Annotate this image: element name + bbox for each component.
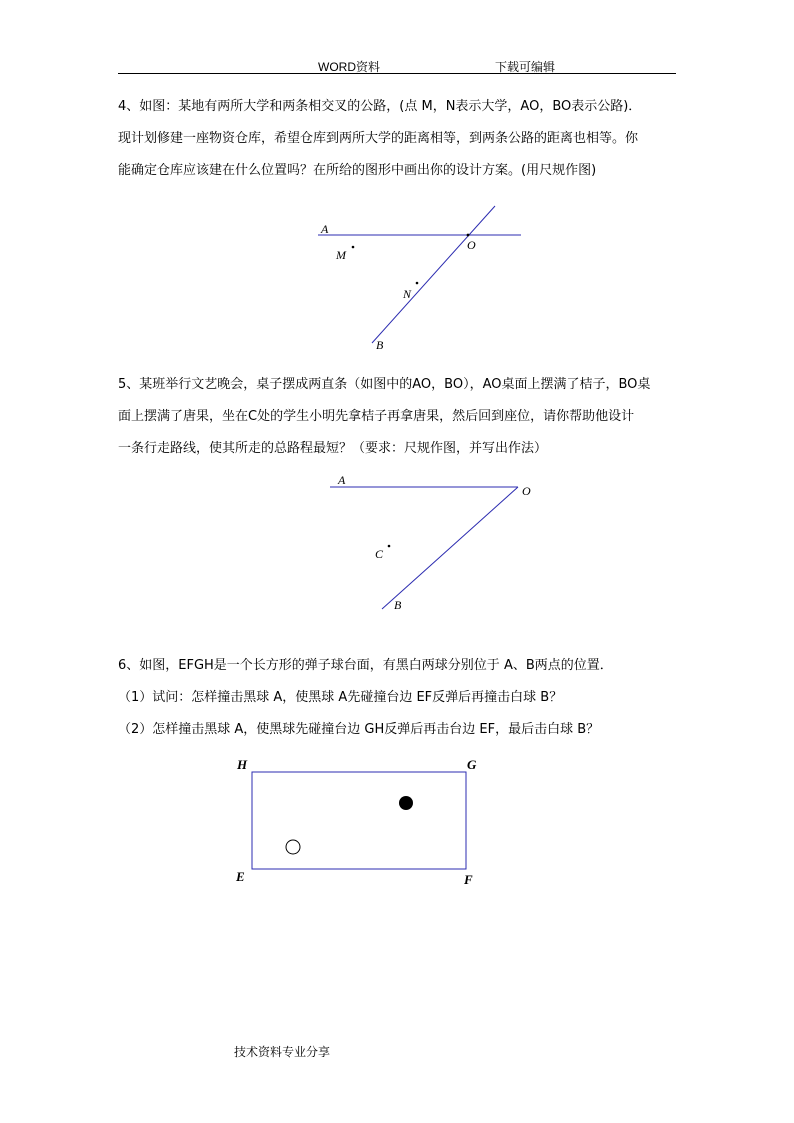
q4-point-O: [467, 234, 470, 237]
header-left-text: WORD资料: [318, 60, 380, 74]
q6-figure: [235, 757, 477, 887]
footer-text: 技术资料专业分享: [234, 1045, 331, 1059]
q6-text: [118, 650, 680, 746]
q5-text: [118, 369, 680, 465]
q5-line-2: 面上摆满了唐果，坐在C处的学生小明先拿桔子再拿唐果，然后回到座位，请你帮助他设计: [118, 409, 635, 424]
q6-table-rect: [252, 772, 466, 869]
q6-label-E: E: [236, 869, 245, 884]
q4-label-O: O: [467, 238, 476, 252]
q5-label-B: B: [394, 598, 402, 612]
q5-line-3: 一条行走路线，使其所走的总路程最短？（要求：尺规作图，并写出作法）: [118, 441, 548, 456]
q4-point-M: [352, 246, 355, 249]
q6-label-H: H: [237, 757, 248, 772]
q4-line-1: 4、如图：某地有两所大学和两条相交叉的公路，(点 M，N表示大学，AO，BO表示公路)．: [118, 99, 642, 114]
q6-line-3: （2）怎样撞击黑球 A，使黑球先碰撞台边 GH反弹后再击台边 EF，最后击白球 B？: [118, 722, 600, 737]
header-right-text: 下载可编辑: [495, 60, 556, 74]
q4-label-M: M: [336, 248, 346, 262]
q4-label-N: N: [403, 287, 412, 301]
q4-figure: [318, 206, 521, 352]
q5-label-C: C: [375, 547, 384, 561]
q5-label-A: A: [338, 473, 346, 487]
q4-line-2: 现计划修建一座物资仓库，希望仓库到两所大学的距离相等，到两条公路的距离也相等。你: [118, 131, 639, 146]
q5-figure: [330, 473, 531, 612]
q5-point-C: [388, 545, 391, 548]
q5-line-1: 5、某班举行文艺晚会，桌子摆成两直条（如图中的AO，BO），AO桌面上摆满了桔子，BO桌: [118, 377, 651, 392]
q6-black-ball-A: [399, 796, 413, 810]
q6-line-1: 6、如图，EFGH是一个长方形的弹子球台面，有黑白两球分别位于 A、B两点的位置．: [118, 658, 613, 673]
q5-table-BO: [382, 487, 518, 609]
q4-point-N: [416, 282, 419, 285]
q4-road-BO: [372, 206, 495, 343]
q5-label-O: O: [522, 484, 531, 498]
q4-label-B: B: [376, 338, 384, 352]
q4-label-A: A: [321, 222, 329, 236]
q6-label-F: F: [464, 872, 473, 887]
q6-line-2: （1）试问：怎样撞击黑球 A，使黑球 A先碰撞台边 EF反弹后再撞击白球 B？: [118, 690, 563, 705]
q6-white-ball-B: [286, 840, 300, 854]
q4-line-3: 能确定仓库应该建在什么位置吗？在所给的图形中画出你的设计方案。(用尺规作图): [118, 163, 597, 178]
q6-label-G: G: [467, 757, 477, 772]
